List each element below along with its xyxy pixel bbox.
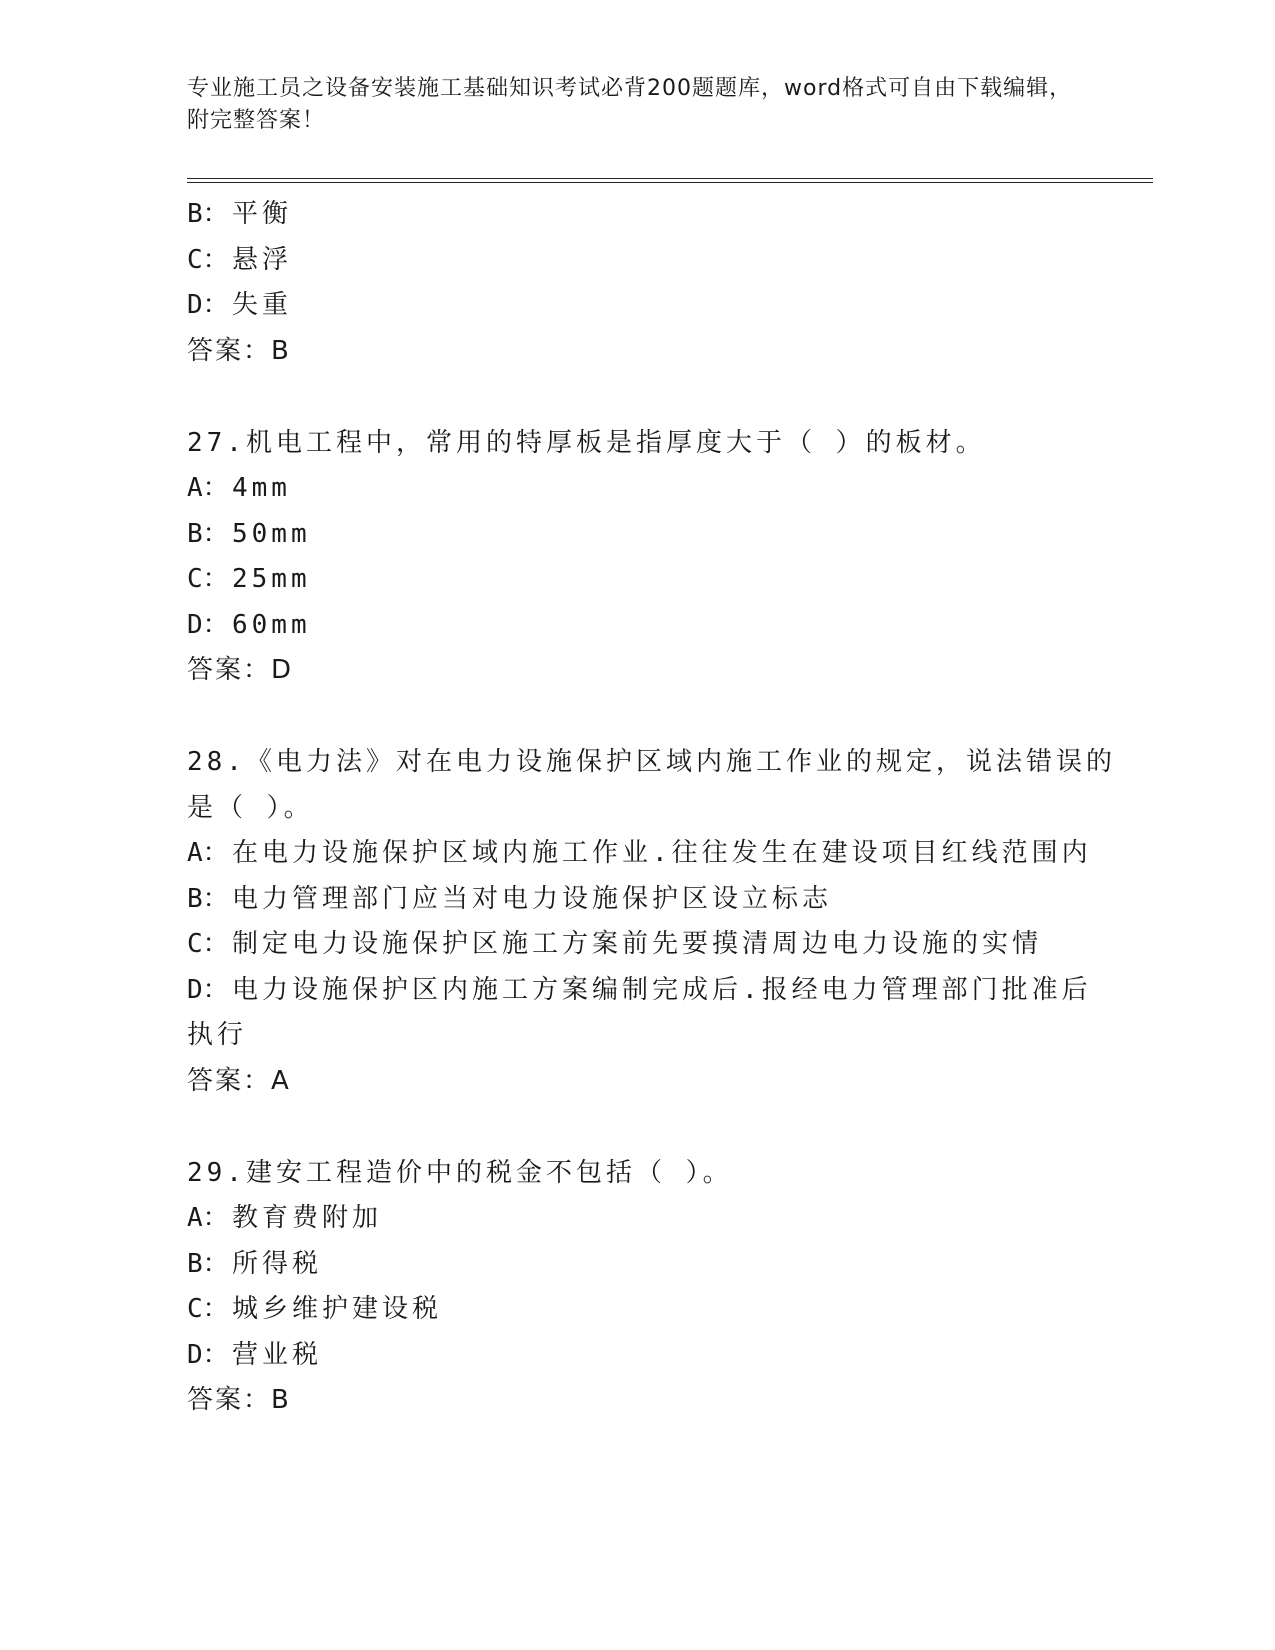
option-text: 60mm <box>232 609 311 640</box>
option-label: A： <box>187 473 229 503</box>
header-divider <box>187 178 1153 183</box>
answer-line: 答案：A <box>187 1065 291 1096</box>
option-label: C： <box>187 929 229 959</box>
option-row <box>187 238 1087 284</box>
continued-question <box>187 192 1087 374</box>
option-label: D： <box>187 290 229 320</box>
option-text: 50mm <box>232 518 311 549</box>
option-row <box>187 968 1092 1014</box>
option-row <box>187 1333 1087 1379</box>
option-label: D： <box>187 1339 229 1370</box>
option-text: 失重 <box>232 290 293 320</box>
option-text: 电力设施保护区内施工方案编制完成后.报经电力管理部门批准后 <box>232 974 1092 1005</box>
option-text: 4mm <box>232 473 291 503</box>
question-27 <box>187 421 1087 694</box>
option-label: B： <box>187 199 229 229</box>
option-text: 电力管理部门应当对电力设施保护区设立标志 <box>232 883 833 914</box>
option-label: B： <box>187 518 229 549</box>
question-29 <box>187 1151 1087 1424</box>
option-row <box>187 1242 1087 1288</box>
option-row <box>187 283 1087 329</box>
option-row <box>187 603 1087 649</box>
option-row <box>187 922 1087 968</box>
question-title-cont: 是（ ）。 <box>187 792 314 823</box>
option-text: 平衡 <box>232 199 293 229</box>
option-label: D： <box>187 974 229 1005</box>
option-text: 所得税 <box>232 1248 323 1279</box>
option-row <box>187 466 1087 512</box>
option-label: B： <box>187 883 229 914</box>
option-row <box>187 557 1087 603</box>
option-text: 制定电力设施保护区施工方案前先要摸清周边电力设施的实情 <box>232 929 1043 959</box>
answer-line: 答案：B <box>187 335 291 366</box>
answer-line: 答案：B <box>187 1385 291 1415</box>
option-text: 悬浮 <box>232 244 293 275</box>
option-row <box>187 877 1087 923</box>
option-text-cont: 执行 <box>187 1020 248 1050</box>
question-title: 29.建安工程造价中的税金不包括（ ）。 <box>187 1157 733 1188</box>
option-row <box>187 831 1092 877</box>
option-row <box>187 192 1087 238</box>
option-label: C： <box>187 564 229 594</box>
question-title: 28.《电力法》对在电力设施保护区域内施工作业的规定，说法错误的 <box>187 747 1116 777</box>
option-row <box>187 512 1087 558</box>
option-text: 25mm <box>232 564 311 594</box>
option-text: 在电力设施保护区域内施工作业.往往发生在建设项目红线范围内 <box>232 838 1092 868</box>
option-text: 教育费附加 <box>232 1203 383 1233</box>
option-text: 营业税 <box>232 1339 323 1370</box>
option-label: C： <box>187 1294 229 1324</box>
question-title: 27.机电工程中，常用的特厚板是指厚度大于（ ）的板材。 <box>187 427 986 458</box>
question-content <box>187 192 1116 1423</box>
option-row <box>187 1287 1087 1333</box>
option-row <box>187 1196 1087 1242</box>
option-label: D： <box>187 609 229 640</box>
document-header-title: 专业施工员之设备安装施工基础知识考试必背200题题库，word格式可自由下载编辑，附完整答案！ <box>187 76 1073 133</box>
question-28 <box>187 740 1116 1104</box>
option-text: 城乡维护建设税 <box>232 1294 443 1324</box>
option-label: A： <box>187 838 229 868</box>
answer-line: 答案：D <box>187 655 294 685</box>
option-label: B： <box>187 1248 229 1279</box>
option-label: C： <box>187 244 229 275</box>
option-label: A： <box>187 1203 229 1233</box>
